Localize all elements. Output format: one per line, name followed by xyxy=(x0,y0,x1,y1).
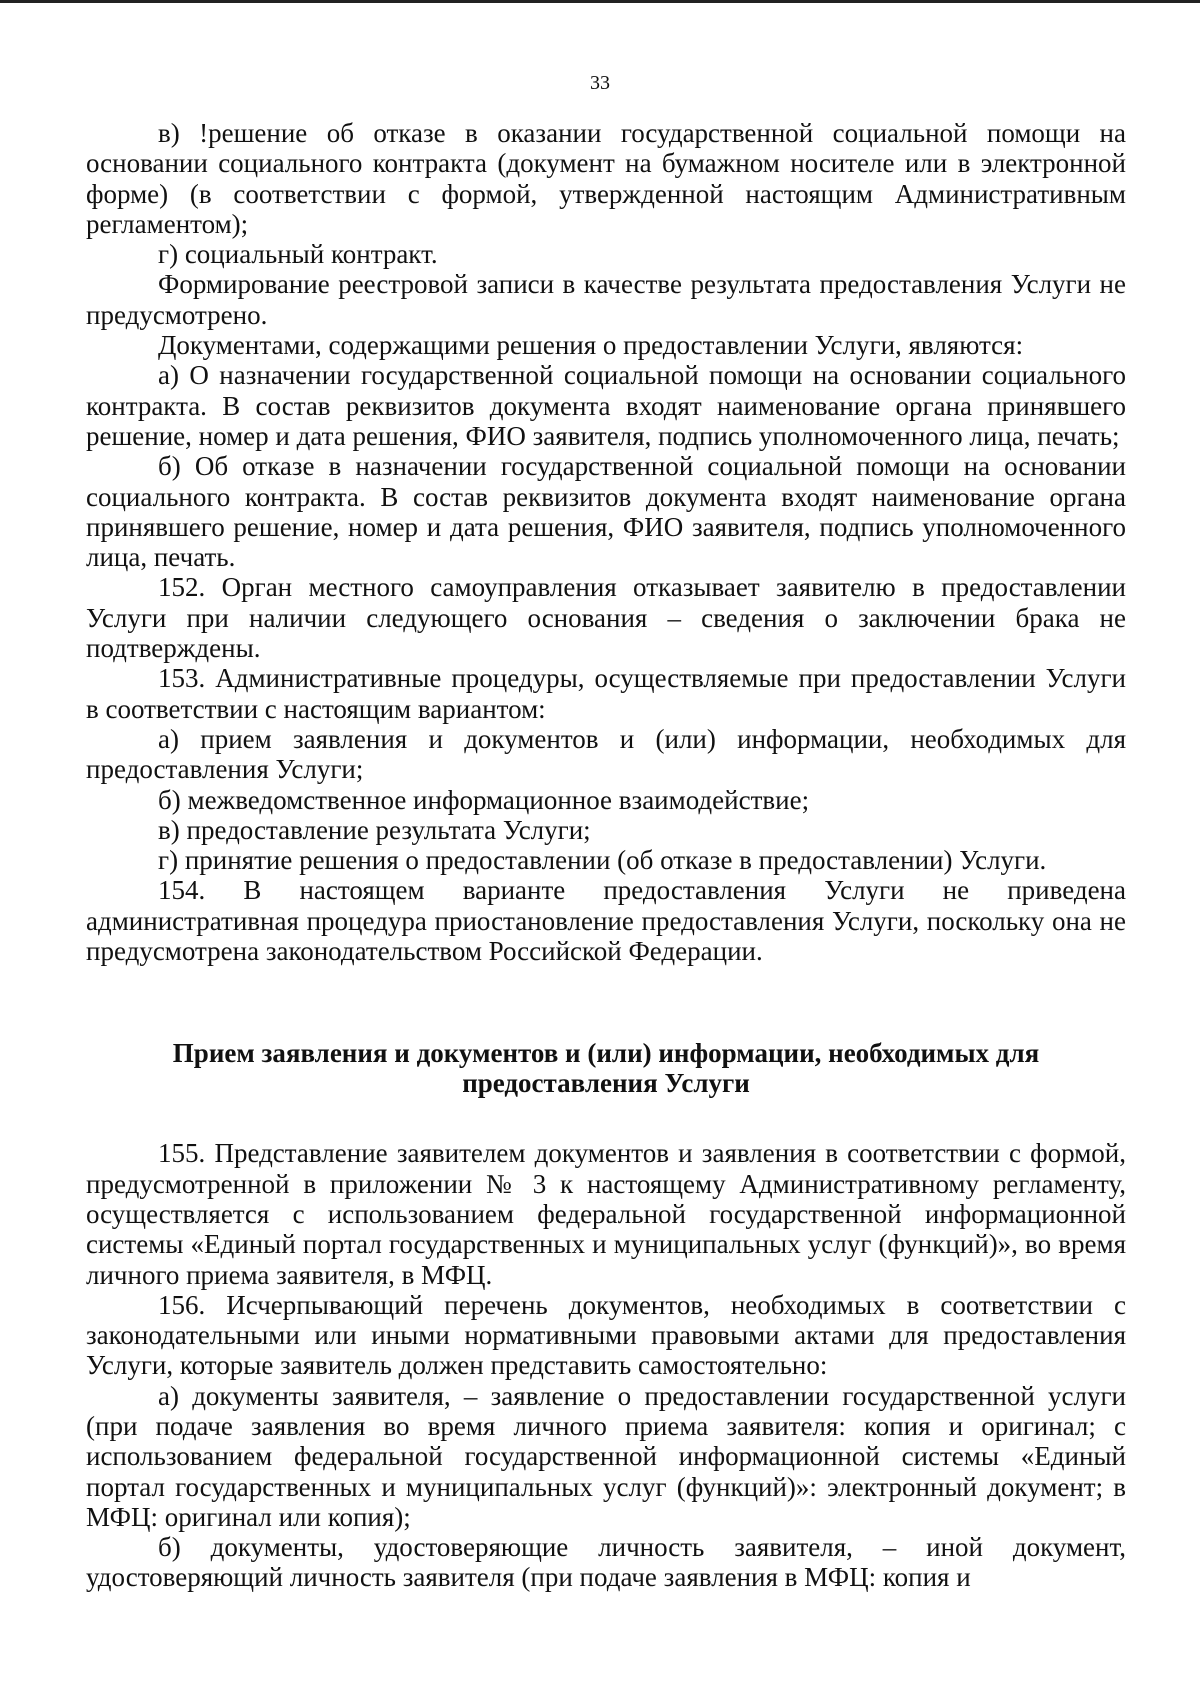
paragraph-decision-refusal: в) !решение об отказе в оказании государственной социальной помощи на основании социального контракта (документ на бумажном носителе или в электронной форме) (в соответствии с формой, утвержденной настоящим Административным регламентом); xyxy=(86,118,1126,239)
paragraph-refusal-doc: б) Об отказе в назначении государственной социальной помощи на основании социального контракта. В состав реквизитов документа входят наименование органа принявшего решение, номер и дата решения, ФИО заявителя, подпись уполномоченного лица, печать. xyxy=(86,451,1126,573)
paragraph-154: 154. В настоящем варианте предоставления Услуги не приведена административная процедура приостановление предоставления Услуги, поскольку она не предусмотрена законодательством Российской Федерации. xyxy=(86,875,1126,967)
paragraph-156-b: б) документы, удостоверяющие личность заявителя, – иной документ, удостоверяющий личность заявителя (при подаче заявления в МФЦ: копия и xyxy=(86,1532,1126,1593)
paragraph-153-g: г) принятие решения о предоставлении (об отказе в предоставлении) Услуги. xyxy=(158,845,1047,876)
paragraph-social-contract: г) социальный контракт. xyxy=(158,239,438,270)
document-body xyxy=(86,118,1126,1593)
paragraph-registry-record: Формирование реестровой записи в качестве результата предоставления Услуги не предусмотрено. xyxy=(86,269,1126,330)
paragraph-153-a: а) прием заявления и документов и (или) информации, необходимых для предоставления Услуги; xyxy=(86,723,1126,785)
paragraph-156: 156. Исчерпывающий перечень документов, необходимых в соответствии с законодательными или иными нормативными правовыми актами для предоставления Услуги, которые заявитель должен представить самостоятельно: xyxy=(86,1289,1126,1381)
paragraph-156-a: а) документы заявителя, – заявление о предоставлении государственной услуги (при подаче заявления во время личного приема заявителя: копия и оригинал; с использованием федеральной государственной информационной системы «Единый портал государственных и муниципальных услуг (функций)»: электронный документ; в МФЦ: оригинал или копия); xyxy=(86,1380,1126,1532)
paragraph-153-b: б) межведомственное информационное взаимодействие; xyxy=(158,784,810,815)
paragraph-155: 155. Представление заявителем документов и заявления в соответствии с формой, предусмотренной в приложении № 3 к настоящему Административному регламенту, осуществляется с использованием федеральной государственной информационной системы «Единый портал государственных и муниципальных услуг (функций)», во время личного приема заявителя, в МФЦ. xyxy=(86,1138,1126,1290)
paragraph-decision-documents: Документами, содержащими решения о предоставлении Услуги, являются: xyxy=(158,330,1024,361)
page-number: 33 xyxy=(590,72,610,94)
paragraph-assignment-doc: а) О назначении государственной социальной помощи на основании социального контракта. В состав реквизитов документа входят наименование органа принявшего решение, номер и дата решения, ФИО заявителя, подпись уполномоченного лица, печать; xyxy=(86,360,1126,451)
paragraph-153-v: в) предоставление результата Услуги; xyxy=(158,814,591,845)
section-heading: Прием заявления и документов и (или) информации, необходимых для предоставления Услуги xyxy=(172,1038,1040,1099)
paragraph-153: 153. Административные процедуры, осуществляемые при предоставлении Услуги в соответствии с настоящим вариантом: xyxy=(86,663,1126,724)
paragraph-152: 152. Орган местного самоуправления отказывает заявителю в предоставлении Услуги при наличии следующего основания – сведения о заключении брака не подтверждены. xyxy=(86,572,1126,664)
top-border-line xyxy=(0,0,1200,3)
